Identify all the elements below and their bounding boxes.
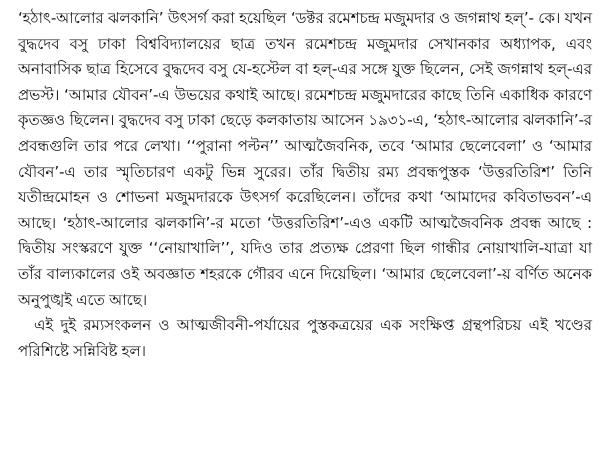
document-page bbox=[18, 6, 592, 364]
paragraph-1: ‘হঠাৎ-আলোর ঝলকানি’ উৎসর্গ করা হয়েছিল ‘ডক্টর রমেশচন্দ্র মজুমদার ও জগন্নাথ হল্’- কে। যখন বুদ্ধদেব বসু ঢাকা বিশ্ববিদ্যালয়ের ছাত্র তখন রমেশচন্দ্র মজুমদার সেখানকার অধ্যাপক, এবং অনাবাসিক ছাত্র হিসেবে বুদ্ধদেব বসু যে-হস্টেল বা হল্-এর সঙ্গে যুক্ত ছিলেন, সেই জগন্নাথ হল্-এর প্রভস্ট। ‘আমার যৌবন’-এ উভয়ের কথাই আছে। রমেশচন্দ্র মজুমদারের কাছে তিনি একাধিক কারণে কৃতজ্ঞও ছিলেন। বুদ্ধদেব বসু ঢাকা ছেড়ে কলকাতায় আসেন ১৯৩১-এ, ‘হঠাৎ-আলোর ঝলকানি’-র প্রবন্ধগুলি তার পরে লেখা। ‘‘পুরানা পল্টন’’ আত্মজৈবনিক, তবে ‘আমার ছেলেবেলা’ ও ‘আমার যৌবন’-এ তার স্মৃতিচারণ একটু ভিন্ন সুরের। তাঁর দ্বিতীয় রম্য প্রবন্ধপুস্তক ‘উত্তরতিরিশ’ তিনি যতীন্দ্রমোহন ও শোভনা মজুমদারকে উৎসর্গ করেছিলেন। তাঁদের কথা ‘আমাদের কবিতাভবন’-এ আছে। ‘হঠাৎ-আলোর ঝলকানি’-র মতো ‘উত্তরতিরিশ’-এও একটি আত্মজৈবনিক প্রবন্ধ আছে : দ্বিতীয় সংস্করণে যুক্ত ‘‘নোয়াখালি’’, যদিও তার প্রত্যক্ষ প্রেরণা ছিল গান্ধীর নোয়াখালি-যাত্রা যা তাঁর বাল্যকালের ওই অবজ্ঞাত শহরকে গৌরব এনে দিয়েছিল। ‘আমার ছেলেবেলা’-য় বর্ণিত অনেক অনুপুঙ্খই এতে আছে। bbox=[18, 9, 592, 309]
paragraph-2: এই দুই রম্যসংকলন ও আত্মজীবনী-পর্যায়ের পুস্তকত্রয়ের এক সংক্ষিপ্ত গ্রন্থপরিচয় এই খণ্ডের পরিশিষ্টে সন্নিবিষ্ট হল। bbox=[18, 316, 592, 360]
